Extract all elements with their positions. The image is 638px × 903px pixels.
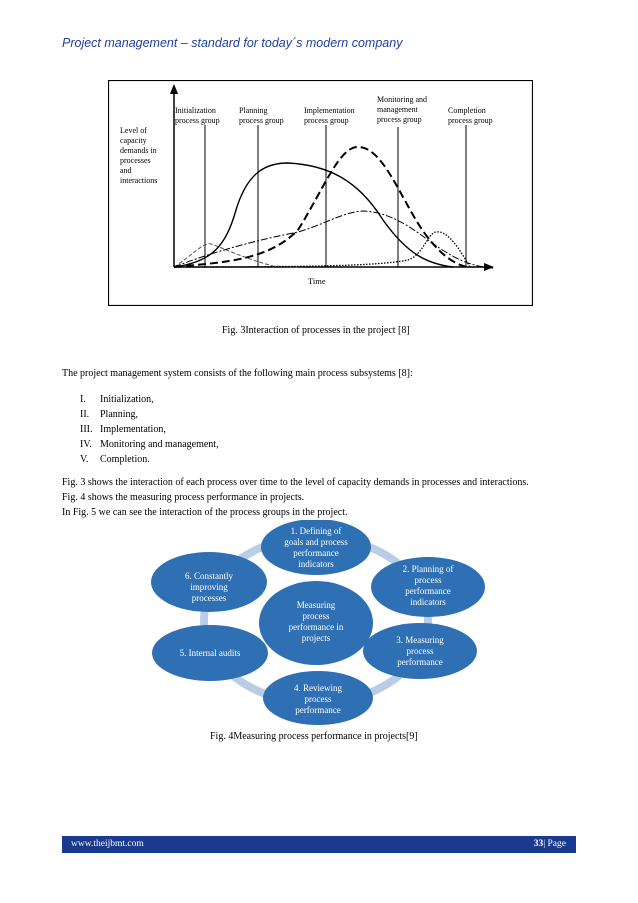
footer-page-number (534, 839, 566, 849)
group-label-completion: Completion process group (448, 106, 493, 125)
y-label-line: capacity (120, 136, 147, 145)
node-improving (151, 552, 267, 612)
page-num: 33 (533, 839, 544, 849)
list-item: V. Completion. (80, 454, 150, 465)
figure-4-caption: Fig. 4Measuring process performance in projects[9] (210, 731, 418, 742)
list-item: I. Initialization, (80, 394, 154, 405)
figure-3-caption: Fig. 3Interaction of processes in the project [8] (222, 325, 410, 336)
body-line: In Fig. 5 we can see the interaction of the process groups in the project. (62, 507, 348, 518)
page-word: | Page (543, 839, 566, 849)
svg-text:4. Reviewingprocessperformance: 4. Reviewing process performance (294, 683, 342, 715)
list-item: III. Implementation, (80, 424, 166, 435)
group-label-initialization: Initialization process group (175, 106, 220, 125)
group-label-implementation: Implementation process group (304, 106, 355, 125)
svg-text:Measuringprocessperformance in: Measuring process performance in projects (288, 600, 344, 643)
svg-text:1. Defining ofgoals and proce: 1. Defining of goals and process performance indicators (284, 526, 348, 569)
node-defining-goals (261, 520, 371, 575)
node-measuring (363, 623, 477, 679)
intro-paragraph: The project management system consists of the following main process subsystems [8]: (62, 368, 413, 379)
center-node (259, 581, 373, 665)
figure-3-process-interaction (108, 80, 533, 306)
svg-text:5. Internal audits: 5. Internal audits (179, 648, 241, 658)
group-label-planning: Planning process group (239, 106, 284, 125)
y-label-line: processes (120, 156, 151, 165)
y-label-line: and (120, 166, 132, 175)
running-header: Project management – standard for today´s modern company (62, 36, 403, 50)
figure-4-cycle-diagram (148, 520, 488, 725)
svg-text:2. Planning ofprocessperforman: 2. Planning of process performance indicators (402, 564, 454, 607)
node-reviewing (263, 671, 373, 725)
svg-text:3. Measuringprocessperformance: 3. Measuring process performance (396, 635, 444, 667)
node-planning (371, 557, 485, 617)
group-label-monitoring: Monitoring and management process group (377, 95, 427, 124)
body-line: Fig. 4 shows the measuring process performance in projects. (62, 492, 305, 503)
footer-bar (62, 836, 576, 853)
svg-text:6. Constantlyimprovingprocesse: 6. Constantly improving processes (184, 571, 234, 603)
y-label-line: interactions (120, 176, 158, 185)
list-item: IV. Monitoring and management, (80, 439, 219, 450)
subsystems-list (80, 392, 219, 467)
x-axis-label: Time (308, 276, 326, 286)
y-label-line: Level of (120, 126, 147, 135)
body-line: Fig. 3 shows the interaction of each process over time to the level of capacity demands in processes and interactions. (62, 477, 529, 488)
footer-website-link[interactable]: www.theijbmt.com (71, 839, 144, 849)
y-label-line: demands in (120, 146, 157, 155)
node-internal-audits (152, 625, 268, 681)
list-item: II. Planning, (80, 409, 139, 420)
